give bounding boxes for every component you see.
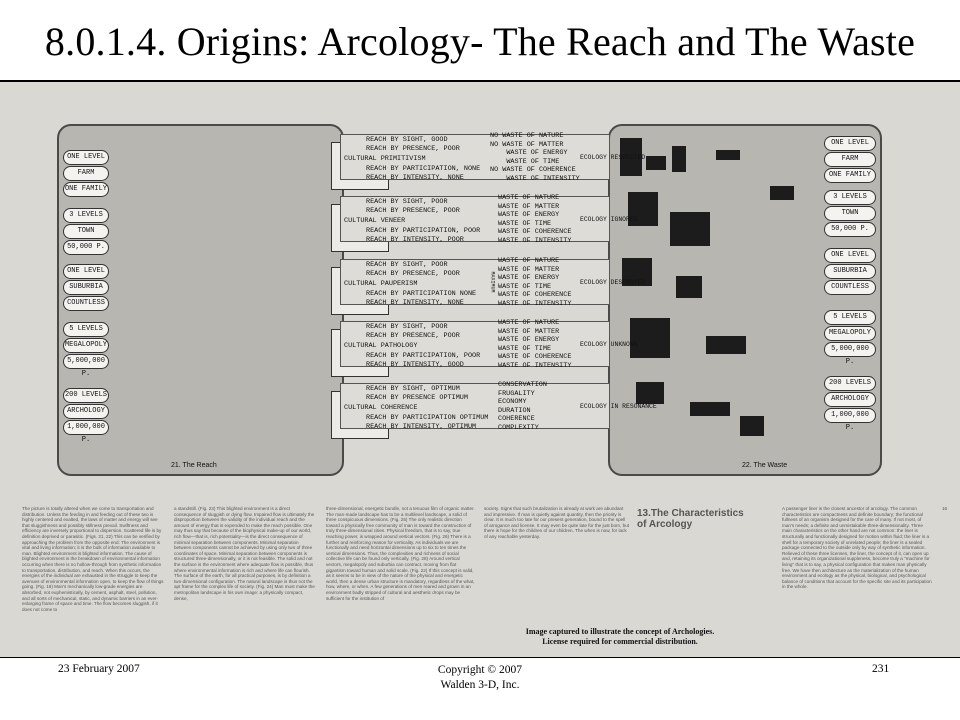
scale-label: ONE LEVEL (824, 136, 876, 151)
scale-label: 5,000,000 P. (824, 342, 876, 357)
scale-label: MEGALOPOLY (824, 326, 876, 341)
reach-participation-intensity: REACH BY PARTICIPATION, POOR REACH BY INTENSITY, POOR (366, 227, 481, 244)
reach-sight-presence: REACH BY SIGHT, GOOD REACH BY PRESENCE, POOR (366, 136, 460, 153)
building-mass (690, 402, 730, 416)
text-column-4: society. Signs that such brutalization is already at work are abundant and impressive. If man is quietly against quantity, then the priority is clear. It is much too late for our present generation, bound to the spell of arrogance and license. It may even be quite late for the just born, but there is hope for the children of our children. The when is now, for lack of any reachable yesterday. (484, 506, 630, 539)
building-mass (636, 382, 664, 404)
scale-label: 200 LEVELS (824, 376, 876, 391)
footer-divider (0, 657, 960, 658)
building-mass (670, 212, 710, 246)
scale-label: 1,000,000 P. (824, 408, 876, 423)
reach-caption: 21. The Reach (171, 462, 217, 469)
scale-label: ARCHOLOGY (824, 392, 876, 407)
scale-label: TOWN (824, 206, 876, 221)
reach-participation-intensity: REACH BY PARTICIPATION NONE REACH BY INTENSITY, NONE (366, 290, 477, 307)
reach-participation-intensity: REACH BY PARTICIPATION OPTIMUM REACH BY INTENSITY, OPTIMUM (366, 414, 489, 431)
culture-label: CULTURAL VENEER (344, 217, 406, 225)
waste-list: WASTE OF NATURE WASTE OF MATTER WASTE OF ENERGY WASTE OF TIME WASTE OF COHERENCE WASTE OF INTENSITY (498, 319, 572, 370)
ecology-label: ECOLOGY DESTROYED (580, 279, 646, 286)
reach-sight-presence: REACH BY SIGHT, POOR REACH BY PRESENCE, POOR (366, 198, 460, 215)
culture-label: CULTURAL COHERENCE (344, 404, 418, 412)
scale-label: ONE FAMILY (63, 182, 109, 197)
scale-label: SUBURBIA (63, 280, 109, 295)
company-line: Walden 3-D, Inc. (440, 679, 520, 691)
building-mass (740, 416, 764, 436)
slide-title: 8.0.1.4. Origins: Arcology- The Reach and The Waste (44, 19, 916, 64)
page-mark: 16 (942, 506, 948, 511)
reach-sight-presence: REACH BY SIGHT, OPTIMUM REACH BY PRESENCE OPTIMUM (366, 385, 468, 402)
scale-label: ONE LEVEL (63, 264, 109, 279)
scale-label: 5 LEVELS (63, 322, 109, 337)
scale-label: ONE LEVEL (824, 248, 876, 263)
waste-list: CONSERVATION FRUGALITY ECONOMY DURATION COHERENCE COMPLEXITY (498, 381, 547, 432)
capture-note: Image captured to illustrate the concept of Archologies. License required for commercial distribution. (525, 627, 715, 646)
copyright-line: Copyright © 2007 (437, 664, 523, 676)
waste-caption: 22. The Waste (742, 462, 788, 469)
scale-label: 5,000,000 P. (63, 354, 109, 369)
waste-list: NO WASTE OF NATURE NO WASTE OF MATTER WASTE OF ENERGY WASTE OF TIME NO WASTE OF COHERENCE WASTE OF INTENSITY (490, 132, 580, 183)
scale-label: TOWN (63, 224, 109, 239)
building-mass (676, 276, 702, 298)
scale-label: ONE LEVEL (63, 150, 109, 165)
building-mass (716, 150, 740, 160)
scale-label: FARM (63, 166, 109, 181)
text-column-2: a standstill. (Fig. 23) This blighted environment is a direct consequence of sluggish or dying flow. Impaired flow is ultimately the disproportion between the validity of the individual reach and the amount of energy that is expended to make the reach possible. One may thus say that because of the biophysical make-up of our world, rich flow—that is, rich potentiality—is the direct consequence of minimal separation between components. Minimal separation between components cannot be achieved by using only two of three coordinates of space. Minimal separation between components is structured three-dimensionally, or it is not feasible. The solid and not the surface is the environment where adequate flow is possible, thus where environmental information is rich and where life can flourish. The surface of the earth, for all practical purposes, is by definition a two-dimensional configuration. The natural landscape is thus not the apt frame for the complex life of society. (Fig. 24) Man must make the metropolitan landscape in his own image: a physically compact, dense, (174, 506, 315, 601)
scale-label: MEGALOPOLY (63, 338, 109, 353)
scale-label: 3 LEVELS (824, 190, 876, 205)
reach-sight-presence: REACH BY SIGHT, POOR REACH BY PRESENCE, POOR (366, 261, 460, 278)
scale-label: ARCHOLOGY (63, 404, 109, 419)
culture-label: CULTURAL PATHOLOGY (344, 342, 418, 350)
waste-list: WASTE OF NATURE WASTE OF MATTER WASTE OF ENERGY WASTE OF TIME WASTE OF COHERENCE WASTE OF INTENSITY (498, 194, 572, 245)
text-column-3: three-dimensional, energetic bundle, not a tenuous film of organic matter. The man-made landscape has to be a multilevel landscape, a solid of three conspicuous dimensions. (Fig. 25) The only realistic direction toward a physically free community of man is toward the construction of truly three-dimensional cities. Physical freedom, that is to say, true reaching power, is wrapped around vertical vectors. (Fig. 26) There is a further and reinforcing reason for verticality. As individuals we are functionally and need horizontal dimensions up to six to ten times the vertical dimensions. Thus, the complexities and richness of social collective life can be found only vertically. (Fig. 28) Around vertical vectors, megalopoly and suburbia can contract, moving from flat gigantism toward human and solid scale. (Fig. 22) If this concept is valid, as it seems to be in view of the nature of the physical and energetic world, then a dense urban structure is mandatory, regardless of the what, how, where, or when. A few generations of men reared and grown in an environment badly stripped of cultural and aesthetic drops may be sufficient for the institution of (326, 506, 475, 601)
footer-copyright (0, 663, 960, 693)
building-mass (630, 318, 670, 358)
waste-panel (608, 124, 882, 476)
scale-label: COUNTLESS (63, 296, 109, 311)
ecology-label: ECOLOGY RESPECTED (580, 154, 646, 161)
footer-date: 23 February 2007 (58, 663, 140, 675)
scale-label: FARM (824, 152, 876, 167)
reach-participation-intensity: REACH BY PARTICIPATION, POOR REACH BY INTENSITY, GOOD (366, 352, 481, 369)
scanned-book-page (0, 82, 960, 657)
ecology-label: ECOLOGY IN RESONANCE (580, 403, 657, 410)
scale-label: 50,000 P. (824, 222, 876, 237)
text-column-1: The picture is totally altered when we come to transportation and distribution. Unless the feeding in and feeding out of these two is highly centered and exalted, the laws of matter and energy will see that sluggishness and possibly stillness prevail. Swiftness and efficiency are inversely proportional to dispersion. Scattered life is by definition deprived or parasitic. (Figs. 21, 22) This can be verified by approaching the problem from the opposite end: The environment is vital and living information; it is the bulk of information available to man. Blighted environment is blighted information. The cause of blighted environment is the breakdown of environmental information occurring when there is no hollow-through from synthetic information to transportation, distribution, and reach. When this occurs, the energies of the individual are exhausted in the struggle to keep the avenues of environmental information open, to keep the flow of things going. (Fig. 19) Man's mechanically low-grade energies are absorbed, not euphemistically, by cement, asphalt, steel, pollution, and all sorts of mechanical, static, and dynamic barriers in an ever-enlarging frame of space and time. The flow becomes sluggish, if it does not come to (22, 506, 164, 612)
culture-label: CULTURAL PAUPERISM (344, 280, 418, 288)
footer-page-number: 231 (872, 663, 890, 675)
maximum-label: MAXIMUM (489, 271, 496, 293)
scale-label: 3 LEVELS (63, 208, 109, 223)
text-column-6: A passenger liner is the closest ancestor of arcology. The common characteristics are compactness and definite boundary; the functional fullness of an organism designed for the care of many. If not most, of man's needs; a definite and unmistakable three-dimensionality. Three main characteristics on the other hand are not common: the liner is structurally and functionally designed for motion within fluid; the liner is a shell for a temporary society of unrelated people; the liner is a sealed package connected to the outside only by way of synthetic information. Relieved of these three licenses, the liner, the concept of it, can open up and, retaining its organizational suppleness, become truly a "machine for living" that is to say, a physical configuration that makes man physically free. We have then architecture as the materialization of the human environment and ecology as the physical, biological, and psychological balance of conditions that account for the specific site and its participation in the whole. (782, 506, 932, 590)
reach-participation-intensity: REACH BY PARTICIPATION, NONE REACH BY INTENSITY, NONE (366, 165, 481, 182)
scale-label: 50,000 P. (63, 240, 109, 255)
waste-list: WASTE OF NATURE WASTE OF MATTER WASTE OF ENERGY WASTE OF TIME WASTE OF COHERENCE WASTE OF INTENSITY (498, 257, 572, 308)
building-mass (706, 336, 746, 354)
building-mass (672, 146, 686, 172)
building-mass (770, 186, 794, 200)
ecology-label: ECOLOGY IGNORED (580, 216, 638, 223)
scale-label: SUBURBIA (824, 264, 876, 279)
scale-label: ONE FAMILY (824, 168, 876, 183)
section-heading: 13.The Characteristics of Arcology (637, 508, 744, 530)
scale-label: 1,000,000 P. (63, 420, 109, 435)
reach-panel (57, 124, 344, 476)
scale-label: 200 LEVELS (63, 388, 109, 403)
scale-label: 5 LEVELS (824, 310, 876, 325)
ecology-label: ECOLOGY UNKNOWN (580, 341, 638, 348)
culture-label: CULTURAL PRIMITIVISM (344, 155, 426, 163)
reach-sight-presence: REACH BY SIGHT, POOR REACH BY PRESENCE, POOR (366, 323, 460, 340)
building-mass (646, 156, 666, 170)
scale-label: COUNTLESS (824, 280, 876, 295)
